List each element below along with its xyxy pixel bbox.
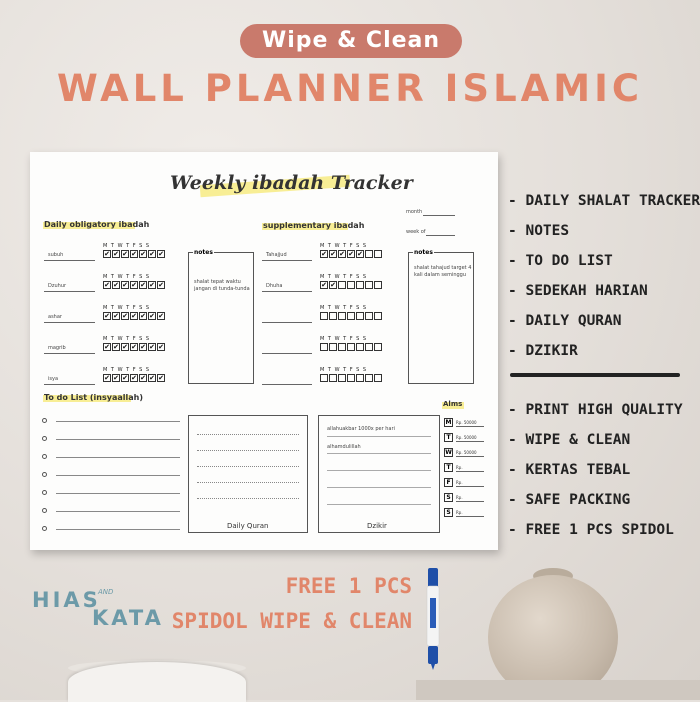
alms-line[interactable] [456, 456, 484, 457]
day-checkboxes [103, 250, 165, 258]
day-checkbox[interactable]: ✔ [158, 374, 164, 382]
feature-item: - NOTES [508, 223, 570, 239]
tracker-item-line[interactable] [44, 384, 95, 385]
day-checkboxes [103, 312, 165, 320]
day-checkbox[interactable] [356, 343, 364, 351]
day-checkbox[interactable]: ✔ [321, 281, 327, 289]
day-checkbox[interactable]: ✔ [131, 343, 137, 351]
page-title: WALL PLANNER ISLAMIC [56, 67, 644, 110]
day-checkbox[interactable] [374, 374, 382, 382]
alms-amount: Rp. [456, 495, 463, 500]
tracker-item-label: Dzuhur [48, 283, 67, 289]
day-letters: MTWTFSS [320, 274, 370, 280]
dzikir-line: alhamdulillah [327, 444, 361, 450]
feature-item: - DAILY SHALAT TRACKER [508, 193, 700, 209]
notes-title: notes [414, 249, 433, 256]
day-letters: MTWTFSS [103, 243, 153, 249]
supplementary-title: supplementary ibadah [263, 221, 365, 230]
wipe-clean-badge: Wipe & Clean [240, 24, 462, 58]
day-checkbox[interactable]: ✔ [131, 374, 137, 382]
dzikir-write-line[interactable] [327, 487, 431, 488]
day-checkbox[interactable] [374, 281, 382, 289]
alms-line[interactable] [456, 426, 484, 427]
brand-and: AND [98, 588, 114, 596]
daily-quran-caption: Daily Quran [227, 522, 269, 530]
day-checkbox[interactable]: ✔ [348, 250, 354, 258]
todo-line[interactable] [56, 511, 180, 512]
week-label: week of [406, 229, 426, 235]
day-checkboxes [103, 281, 165, 289]
brand-word-2: KATA [92, 606, 164, 630]
day-checkbox[interactable]: ✔ [113, 250, 119, 258]
day-checkbox[interactable]: ✔ [158, 281, 164, 289]
day-checkbox[interactable]: ✔ [113, 343, 119, 351]
todo-line[interactable] [56, 439, 180, 440]
day-checkboxes [103, 343, 165, 351]
day-checkbox[interactable]: ✔ [357, 250, 363, 258]
dzikir-write-line[interactable] [327, 453, 431, 454]
day-checkbox[interactable]: ✔ [122, 343, 128, 351]
tracker-item-line[interactable] [262, 384, 312, 385]
day-checkbox[interactable]: ✔ [140, 250, 146, 258]
day-letters: MTWTFSS [103, 367, 153, 373]
day-letters: MTWTFSS [103, 274, 153, 280]
tracker-item-line[interactable] [44, 322, 95, 323]
alms-day-letter: S [444, 493, 453, 502]
todo-bullet[interactable] [42, 454, 47, 459]
alms-amount: Rp. [456, 510, 463, 515]
alms-line[interactable] [456, 441, 484, 442]
feature-list-bottom [508, 395, 700, 545]
day-letters: MTWTFSS [320, 367, 370, 373]
supplementary-notes-box[interactable] [408, 249, 474, 384]
notes-title: notes [194, 249, 213, 256]
dzikir-box[interactable] [318, 415, 440, 533]
todo-bullet[interactable] [42, 436, 47, 441]
day-checkbox[interactable]: ✔ [140, 281, 146, 289]
feature-list-top [508, 186, 700, 366]
marker-pen-icon [425, 568, 441, 670]
day-checkbox[interactable] [356, 312, 364, 320]
todo-bullet[interactable] [42, 472, 47, 477]
daily-quran-box[interactable] [188, 415, 308, 533]
day-checkbox[interactable] [320, 343, 328, 351]
alms-line[interactable] [456, 501, 484, 502]
day-checkbox[interactable]: ✔ [158, 312, 164, 320]
day-checkbox[interactable]: ✔ [104, 281, 110, 289]
day-checkbox[interactable] [347, 374, 355, 382]
day-checkbox[interactable]: ✔ [140, 374, 146, 382]
tracker-item-line[interactable] [44, 260, 95, 261]
day-checkbox[interactable]: ✔ [131, 281, 137, 289]
day-letters: MTWTFSS [320, 336, 370, 342]
day-checkbox[interactable]: ✔ [330, 281, 336, 289]
alms-amount: Rp. [456, 465, 463, 470]
todo-line[interactable] [56, 529, 180, 530]
day-checkbox[interactable] [320, 374, 328, 382]
week-line[interactable] [426, 235, 455, 236]
alms-day-letter: T [444, 463, 453, 472]
day-checkbox[interactable]: ✔ [140, 343, 146, 351]
dzikir-write-line[interactable] [327, 470, 431, 471]
day-checkbox[interactable]: ✔ [149, 343, 155, 351]
promo-line-2: SPIDOL WIPE & CLEAN [171, 609, 412, 633]
day-letters: MTWTFSS [320, 243, 370, 249]
day-checkbox[interactable]: ✔ [149, 281, 155, 289]
day-checkbox[interactable]: ✔ [104, 312, 110, 320]
day-checkbox[interactable] [320, 312, 328, 320]
day-checkbox[interactable] [338, 374, 346, 382]
planner-sheet [30, 152, 498, 550]
alms-amount: Rp. 50000 [456, 450, 477, 455]
day-checkbox[interactable]: ✔ [339, 250, 345, 258]
feature-item: - DZIKIR [508, 343, 578, 359]
todo-line[interactable] [56, 475, 180, 476]
tracker-item-line[interactable] [262, 322, 312, 323]
alms-amount: Rp. 50000 [456, 435, 477, 440]
todo-line[interactable] [56, 493, 180, 494]
notes-text: shalat tepat waktu jangan di tunda-tunda [194, 279, 250, 292]
day-checkbox[interactable] [365, 281, 373, 289]
day-checkbox[interactable] [329, 374, 337, 382]
todo-line[interactable] [56, 421, 180, 422]
day-checkbox[interactable] [338, 281, 346, 289]
day-checkbox[interactable] [347, 281, 355, 289]
day-checkbox[interactable] [365, 374, 373, 382]
day-checkboxes [320, 374, 382, 382]
alms-line[interactable] [456, 516, 484, 517]
todo-line[interactable] [56, 457, 180, 458]
tracker-item-line[interactable] [262, 353, 312, 354]
dzikir-write-line[interactable] [327, 504, 431, 505]
day-checkbox[interactable] [338, 312, 346, 320]
brand-word-1: HIAS [32, 588, 101, 612]
day-checkbox[interactable] [374, 312, 382, 320]
dzikir-write-line[interactable] [327, 436, 431, 437]
day-checkbox[interactable] [338, 343, 346, 351]
day-checkbox[interactable]: ✔ [149, 250, 155, 258]
day-checkbox[interactable] [365, 250, 373, 258]
day-checkbox[interactable] [374, 343, 382, 351]
planner-title: Weekly ibadah Tracker [170, 172, 413, 194]
obligatory-title: Daily obligatory ibadah [44, 220, 150, 229]
quran-line[interactable] [197, 434, 299, 435]
month-label: month [406, 209, 423, 215]
day-checkbox[interactable]: ✔ [122, 374, 128, 382]
quran-line[interactable] [197, 466, 299, 467]
day-checkbox[interactable]: ✔ [321, 250, 327, 258]
promo-line-1: FREE 1 PCS [285, 574, 412, 598]
day-checkbox[interactable] [365, 312, 373, 320]
day-checkbox[interactable]: ✔ [113, 374, 119, 382]
day-checkbox[interactable] [356, 374, 364, 382]
day-checkboxes [320, 312, 382, 320]
day-checkboxes [103, 374, 165, 382]
todo-title: To do List (insyaallah) [44, 393, 143, 402]
alms-day-letter: F [444, 478, 453, 487]
feature-item: - SAFE PACKING [508, 492, 631, 508]
todo-bullet[interactable] [42, 508, 47, 513]
tracker-item-label: Tahajjud [266, 252, 287, 258]
day-checkbox[interactable]: ✔ [131, 312, 137, 320]
alms-amount: Rp. [456, 480, 463, 485]
day-checkbox[interactable] [374, 250, 382, 258]
day-checkbox[interactable]: ✔ [158, 343, 164, 351]
day-checkbox[interactable]: ✔ [104, 250, 110, 258]
shelf [416, 680, 700, 700]
day-checkbox[interactable]: ✔ [149, 374, 155, 382]
day-checkbox[interactable]: ✔ [149, 312, 155, 320]
tracker-item-label: ashar [48, 314, 62, 320]
feature-item: - WIPE & CLEAN [508, 432, 631, 448]
alms-day-letter: W [445, 449, 452, 456]
day-checkboxes [320, 250, 382, 258]
feature-item: - SEDEKAH HARIAN [508, 283, 648, 299]
tracker-item-line[interactable] [44, 353, 95, 354]
feature-item: - TO DO LIST [508, 253, 613, 269]
day-checkbox[interactable]: ✔ [158, 250, 164, 258]
day-checkbox[interactable] [329, 343, 337, 351]
alms-amount: Rp. 50000 [456, 420, 477, 425]
tracker-item-label: magrib [48, 345, 66, 351]
day-letters: MTWTFSS [103, 336, 153, 342]
day-checkbox[interactable]: ✔ [122, 281, 128, 289]
day-checkbox[interactable] [329, 312, 337, 320]
todo-bullet[interactable] [42, 418, 47, 423]
day-checkbox[interactable]: ✔ [113, 312, 119, 320]
day-checkbox[interactable]: ✔ [104, 374, 110, 382]
day-checkbox[interactable] [347, 343, 355, 351]
alms-day-letter: S [444, 508, 453, 517]
feature-item: - FREE 1 PCS SPIDOL [508, 522, 674, 538]
quran-line[interactable] [197, 498, 299, 499]
feature-separator [510, 373, 680, 377]
alms-title: Alms [443, 400, 463, 408]
day-checkbox[interactable]: ✔ [140, 312, 146, 320]
alms-day-letter: M [445, 419, 452, 426]
day-checkbox[interactable]: ✔ [104, 343, 110, 351]
day-checkbox[interactable]: ✔ [122, 312, 128, 320]
quran-line[interactable] [197, 450, 299, 451]
bowl-decor [68, 662, 246, 702]
alms-line[interactable] [456, 471, 484, 472]
quran-line[interactable] [197, 482, 299, 483]
obligatory-notes-box[interactable] [188, 249, 254, 384]
tracker-item-line[interactable] [44, 291, 95, 292]
feature-item: - KERTAS TEBAL [508, 462, 631, 478]
day-checkbox[interactable]: ✔ [113, 281, 119, 289]
day-checkbox[interactable]: ✔ [122, 250, 128, 258]
dzikir-line: allahuakbar 1000x per hari [327, 426, 395, 432]
day-checkboxes [320, 343, 382, 351]
day-letters: MTWTFSS [103, 305, 153, 311]
month-line[interactable] [423, 215, 455, 216]
day-checkbox[interactable]: ✔ [330, 250, 336, 258]
tracker-item-label: Dhuha [266, 283, 283, 289]
feature-item: - DAILY QURAN [508, 313, 622, 329]
alms-day-letter: T [444, 433, 453, 442]
day-checkboxes [320, 281, 382, 289]
notes-text: shalat tahajud target 4 kali dalam seminggu [414, 265, 472, 278]
alms-line[interactable] [456, 486, 484, 487]
day-checkbox[interactable]: ✔ [131, 250, 137, 258]
todo-bullet[interactable] [42, 526, 47, 531]
day-letters: MTWTFSS [320, 305, 370, 311]
day-checkbox[interactable] [356, 281, 364, 289]
day-checkbox[interactable] [365, 343, 373, 351]
tracker-item-line[interactable] [262, 291, 312, 292]
dzikir-caption: Dzikir [367, 522, 387, 530]
tracker-item-line[interactable] [262, 260, 312, 261]
day-checkbox[interactable] [347, 312, 355, 320]
todo-bullet[interactable] [42, 490, 47, 495]
tracker-item-label: isya [48, 376, 59, 382]
tracker-item-label: subuh [48, 252, 64, 258]
feature-item: - PRINT HIGH QUALITY [508, 402, 683, 418]
